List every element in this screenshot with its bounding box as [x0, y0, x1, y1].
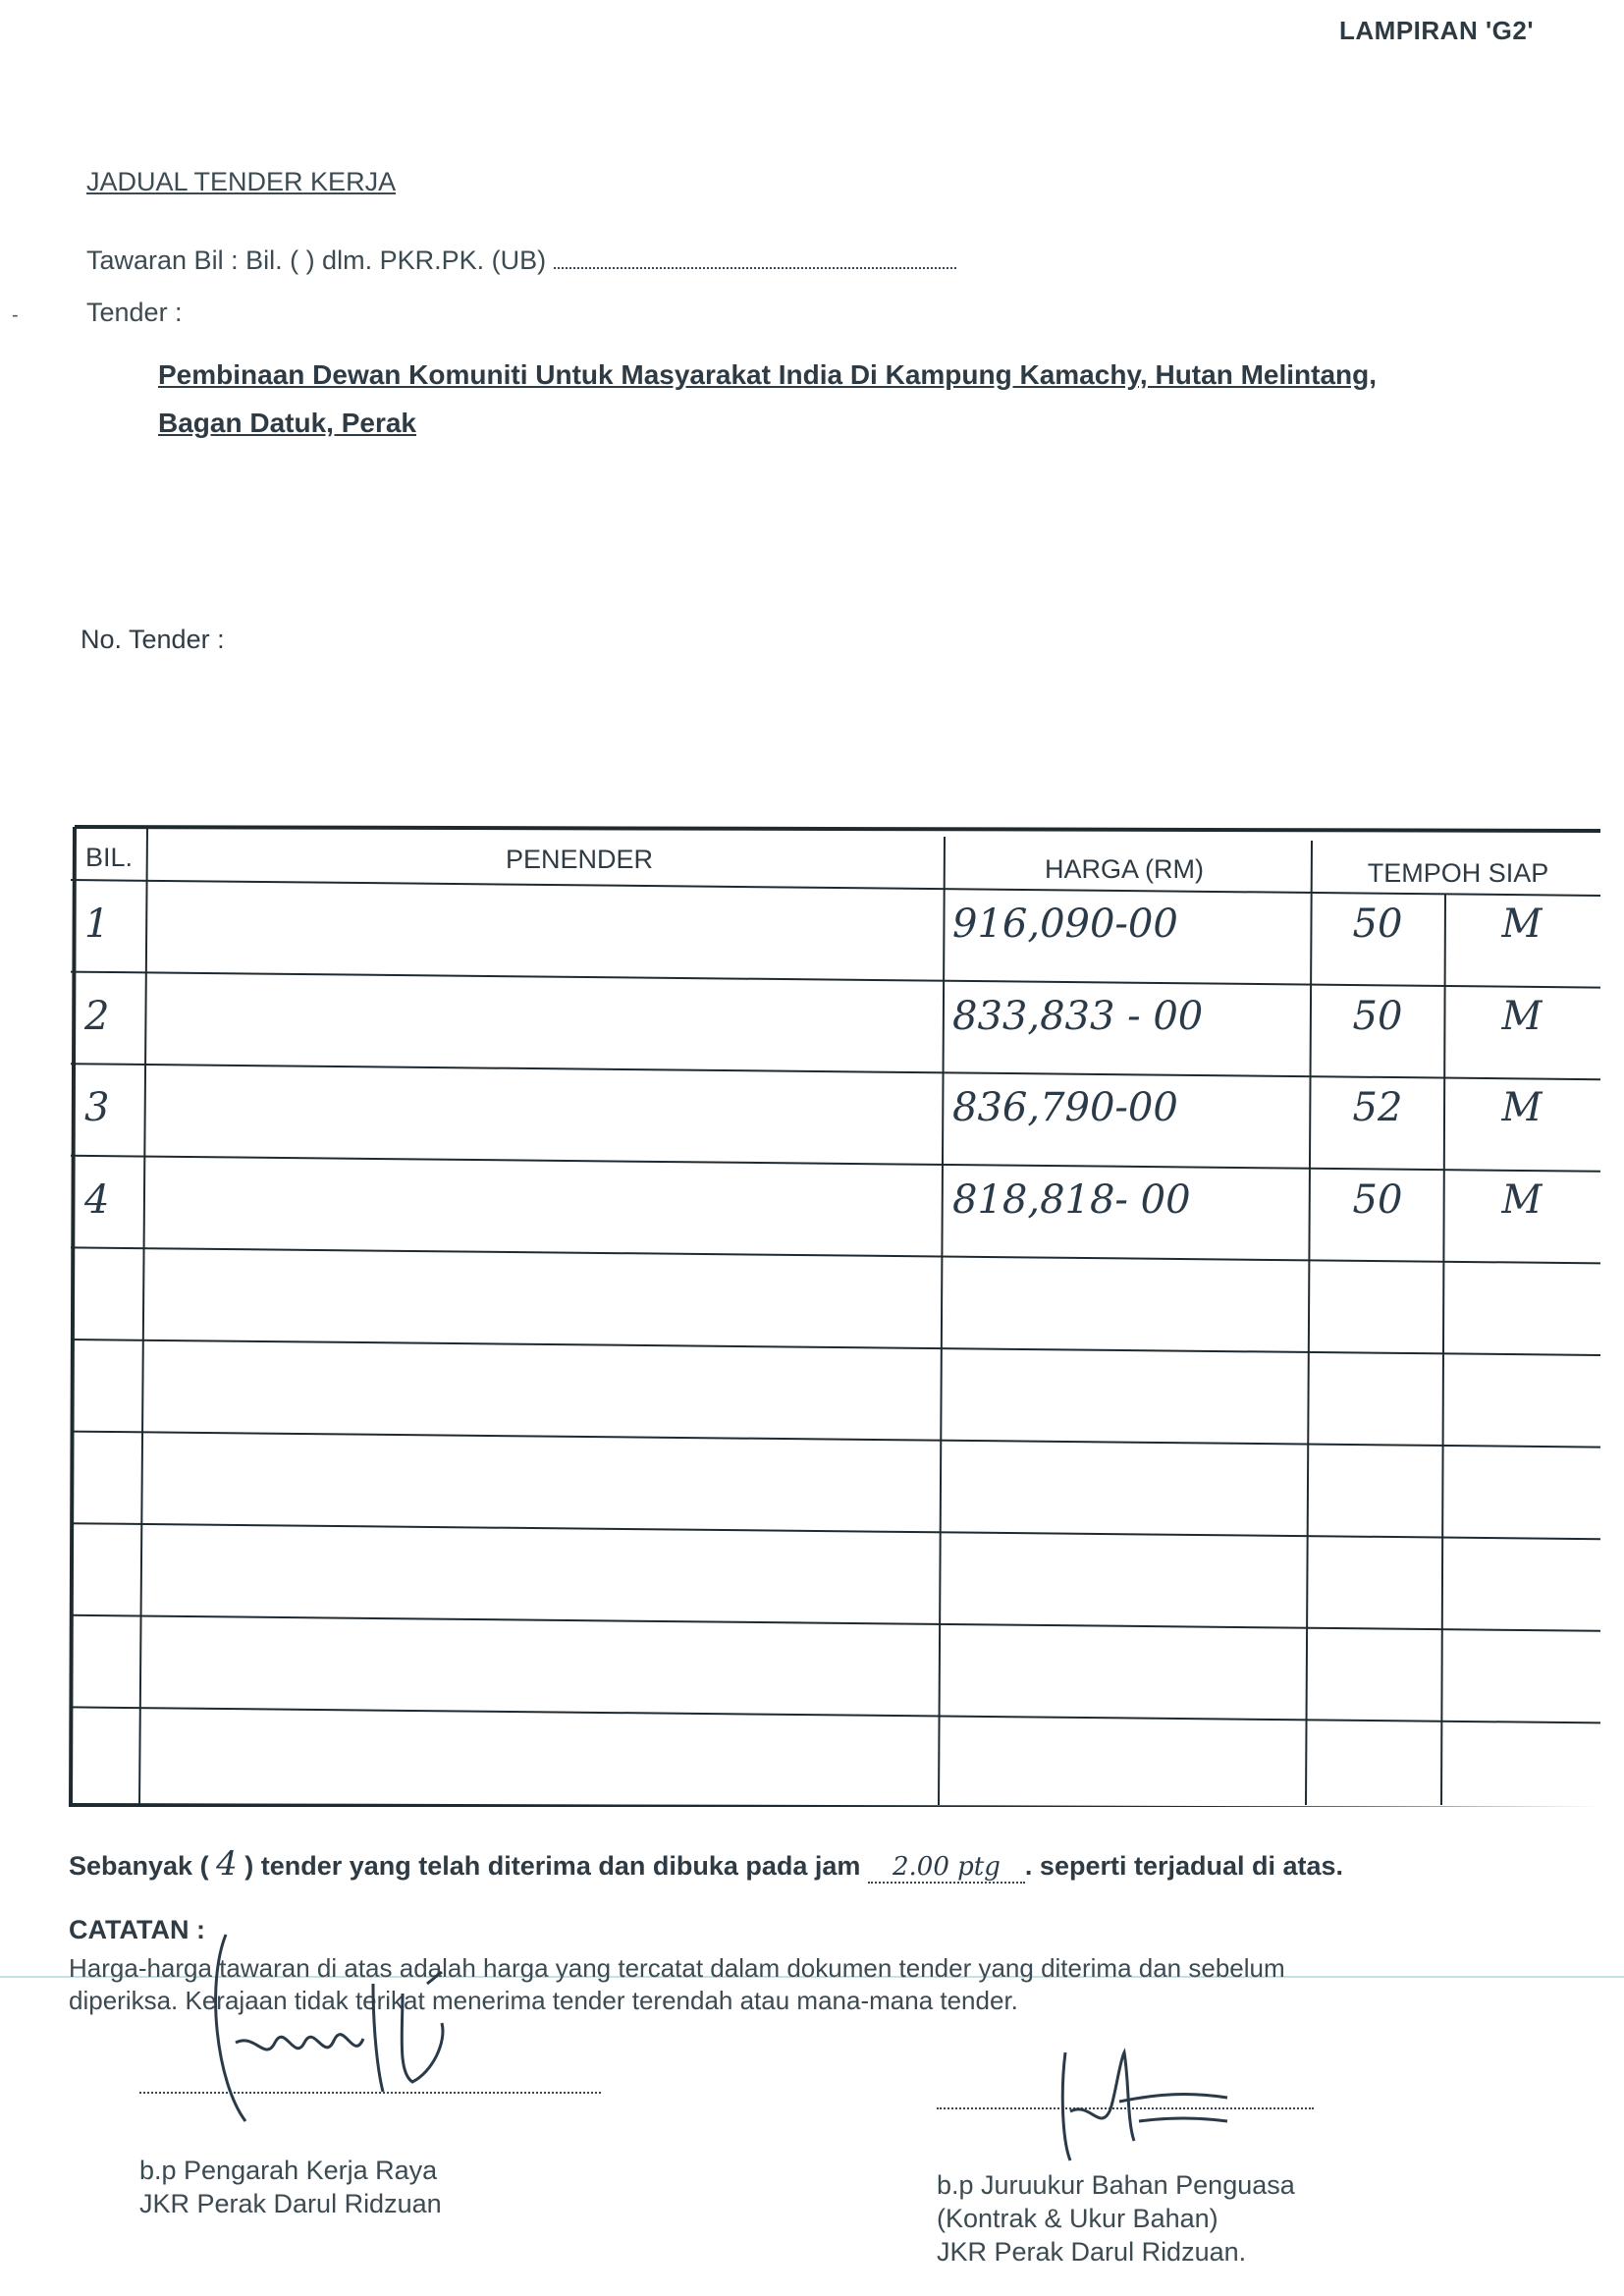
cell-harga: 916,090-00	[952, 902, 1178, 947]
header-penender: PENENDER	[505, 845, 654, 874]
summary-prefix: Sebanyak (	[69, 1851, 209, 1881]
cell-bil: 2	[84, 993, 110, 1039]
row-separator	[71, 1432, 1600, 1448]
signature-right-caption	[937, 2168, 1295, 2269]
catatan-label: CATATAN :	[69, 1915, 205, 1944]
lampiran-label: LAMPIRAN 'G2'	[1339, 16, 1534, 45]
row-separator	[71, 972, 1600, 988]
margin-dash: -	[12, 304, 19, 326]
summary-count: 4	[216, 1844, 238, 1884]
tawaran-line	[86, 246, 956, 276]
row-separator	[71, 1064, 1600, 1079]
row-separator	[71, 1339, 1600, 1355]
cell-harga: 818,818- 00	[952, 1176, 1191, 1223]
signature-left	[177, 1925, 491, 2180]
form-heading: JADUAL TENDER KERJA	[86, 167, 397, 196]
cell-harga: 836,790-00	[952, 1085, 1178, 1131]
summary-suffix: . seperti terjadual di atas.	[1024, 1851, 1344, 1881]
left-org: JKR Perak Darul Ridzuan	[139, 2189, 442, 2218]
signature-right	[1021, 2033, 1247, 2170]
cell-unit: M	[1501, 993, 1543, 1039]
table-grid	[69, 825, 1600, 1807]
cell-tempoh: 50	[1352, 993, 1403, 1039]
cell-tempoh: 50	[1352, 902, 1403, 947]
cell-bil: 3	[84, 1085, 110, 1131]
cell-harga: 833,833 - 00	[952, 993, 1204, 1039]
right-title: b.p Juruukur Bahan Penguasa	[937, 2170, 1295, 2200]
col-separator-bil	[139, 829, 147, 1805]
cell-bil: 1	[84, 902, 110, 947]
row-separator	[71, 1247, 1600, 1263]
summary-middle: ) tender yang telah diterima dan dibuka pada jam	[244, 1851, 861, 1881]
cell-unit: M	[1501, 902, 1543, 947]
header-harga: HARGA (RM)	[1045, 854, 1204, 884]
row-separator	[71, 1707, 1600, 1722]
header-tempoh: TEMPOH SIAP	[1367, 858, 1549, 888]
tawaran-dotted-field	[554, 247, 956, 269]
col-separator-penender	[939, 837, 945, 1805]
header-bil: BIL.	[84, 843, 134, 872]
signature-left-caption	[139, 2154, 442, 2220]
row-separator	[71, 1523, 1600, 1539]
cell-tempoh: 50	[1352, 1176, 1403, 1223]
cell-tempoh: 52	[1352, 1085, 1403, 1131]
tender-table	[69, 825, 1600, 1807]
no-tender-label: No. Tender :	[81, 625, 225, 654]
summary-time: 2.00 ptg	[892, 1852, 1001, 1882]
tawaran-label: Tawaran Bil : Bil. ( ) dlm. PKR.PK. (UB)	[86, 246, 547, 275]
tender-label: Tender :	[86, 298, 183, 327]
row-separator	[71, 1156, 1600, 1172]
cell-unit: M	[1501, 1085, 1543, 1131]
left-title: b.p Pengarah Kerja Raya	[139, 2156, 438, 2185]
cell-bil: 4	[84, 1176, 110, 1223]
right-dept: (Kontrak & Ukur Bahan)	[937, 2204, 1218, 2233]
row-separator	[71, 1615, 1600, 1631]
catatan-text: Harga-harga tawaran di atas adalah harga yang tercatat dalam dokumen tender yang diterima dan sebelum diperiksa. Kerajaan tidak terikat menerima tender terendah atau mana-mana tender.	[69, 1953, 1285, 2015]
cell-unit: M	[1501, 1176, 1543, 1223]
summary-line	[69, 1844, 1343, 1884]
project-title-line-1: Pembinaan Dewan Komuniti Untuk Masyarakat India Di Kampung Kamachy, Hutan Melintang,	[158, 359, 1378, 390]
project-title-line-2: Bagan Datuk, Perak	[158, 408, 416, 438]
right-org: JKR Perak Darul Ridzuan.	[937, 2237, 1247, 2267]
col-separator-tempoh	[1441, 894, 1445, 1805]
